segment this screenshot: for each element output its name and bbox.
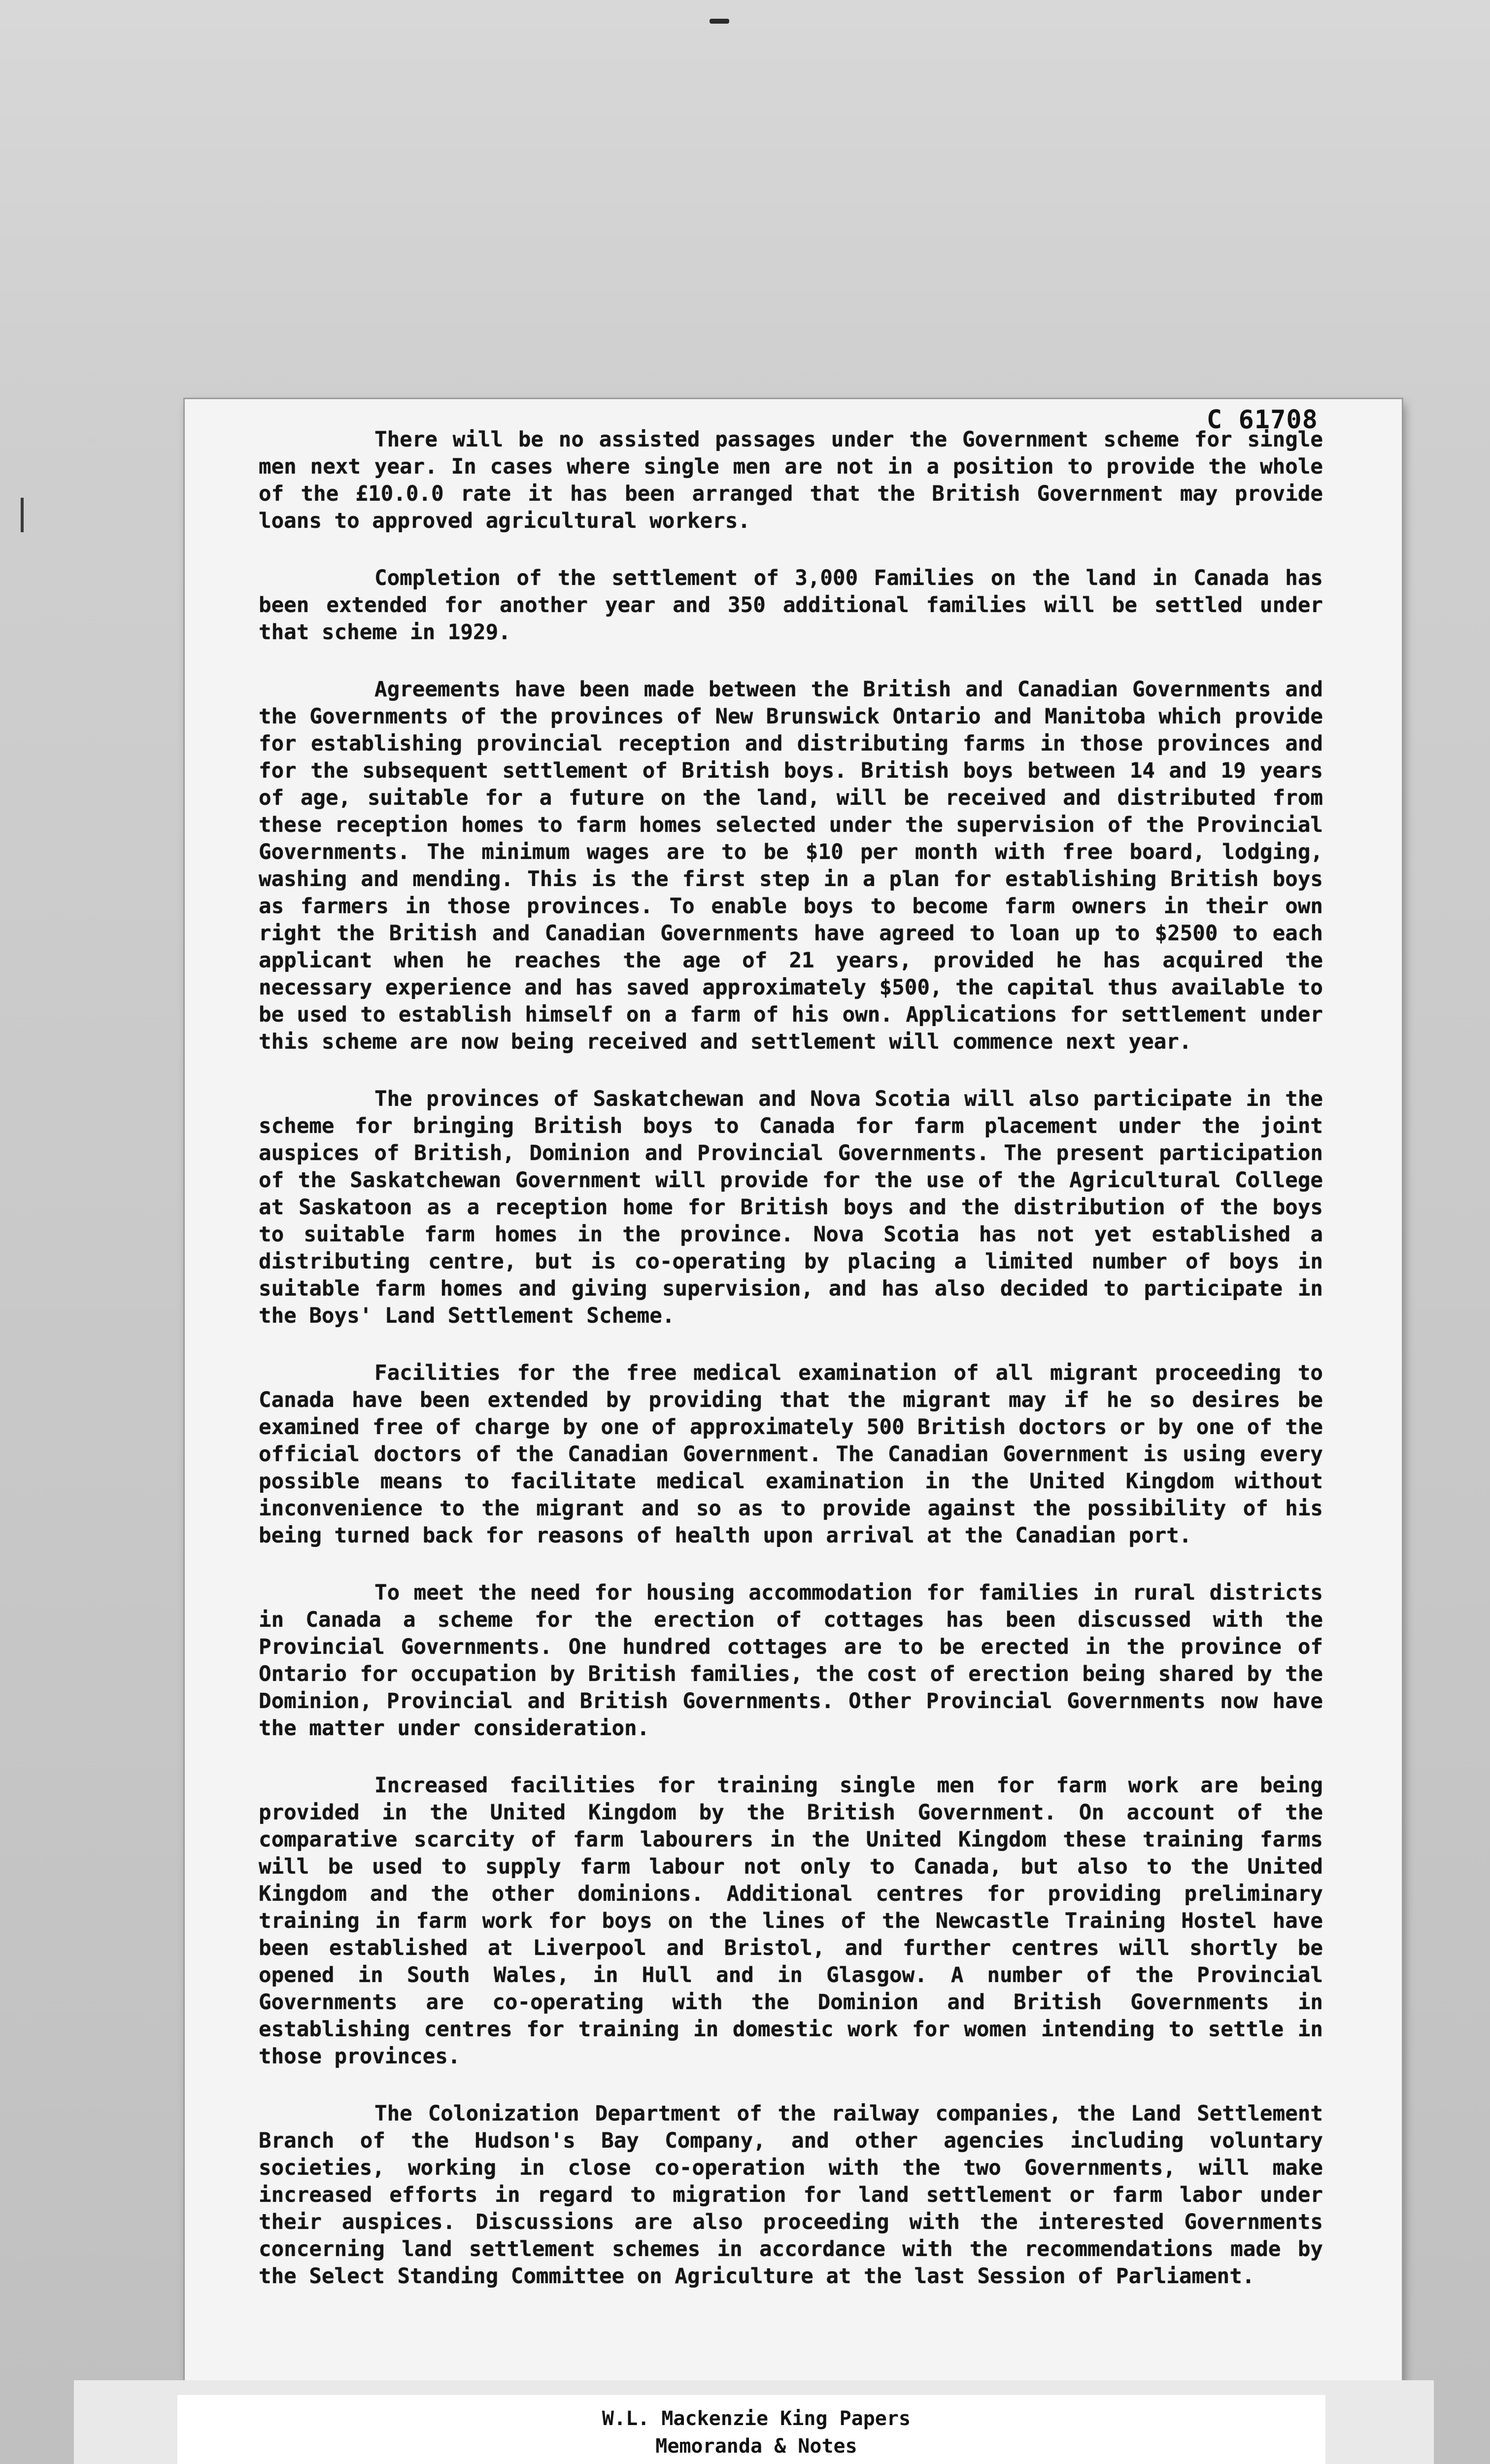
scan-mark [710,19,729,24]
paragraph-saskatchewan-nova-scotia: The provinces of Saskatchewan and Nova Scotia will also participate in the scheme for bringing British boys to Canada for farm placement under the joint auspices of British, Dominion and Provincial Governments. The present participation of the Saskatchewan Government will provide for the use of the Agricultural College at Saskatoon as a reception home for British boys and the distribution of the boys to suitable farm homes in the province. Nova Scotia has not yet established a distributing centre, but is co-operating by placing a limited number of boys in suitable farm homes and giving supervision, and has also decided to participate in the Boys' Land Settlement Scheme. [259,1087,1323,1328]
paragraph-training-facilities: Increased facilities for training single men for farm work are being provided in the United Kingdom by the British Government. On account of the comparative scarcity of farm labourers in the United Kingdom these training farms will be used to supply farm labour not only to Canada, but also to the United Kingdom and the other dominions. Additional centres for providing preliminary training in farm work for boys on the lines of the Newcastle Training Hostel have been established at Liverpool and Bristol, and further centres will shortly be opened in South Wales, in Hull and in Glasgow. A number of the Provincial Governments are co-operating with the Dominion and British Governments in establishing centres for training in domestic work for women intending to settle in those provinces. [259,1774,1323,2069]
collection-series: Memoranda & Notes [655,2435,857,2458]
paragraph-colonization-department: The Colonization Department of the railway companies, the Land Settlement Branch of the Hudson's Bay Company, and other agencies including voluntary societies, working in close co-operation with the two Governments, will make increased efforts in regard to migration for land settlement or farm labor under their auspices. Discussions are also proceeding with the interested Governments concerning land settlement schemes in accordance with the recommendations made by the Select Standing Committee on Agriculture at the last Session of Parliament. [259,2102,1323,2289]
collection-label [424,2405,1089,2464]
document-body [259,426,1323,2320]
paragraph-assisted-passages: There will be no assisted passages under the Government scheme for single men next year. In cases where single men are not in a position to provide the whole of the £10.0.0 rate it has been arranged that the British Government may provide loans to approved agricultural workers. [259,428,1323,533]
archive-stamp [177,2395,1325,2464]
paragraph-housing-cottages: To meet the need for housing accommodation for families in rural districts in Canada a scheme for the erection of cottages has been discussed with the Provincial Governments. One hundred cottages are to be erected in the province of Ontario for occupation by British families, the cost of erection being shared by the Dominion, Provincial and British Governments. Other Provincial Governments now have the matter under consideration. [259,1581,1323,1741]
document-number: C 61708 [1206,405,1318,435]
document-page [185,399,1402,2395]
margin-mark [21,498,24,532]
collection-name: W.L. Mackenzie King Papers [602,2407,911,2430]
paragraph-medical-examination: Facilities for the free medical examination of all migrant proceeding to Canada have been extended by providing that the migrant may if he so desires be examined free of charge by one of approximately 500 British doctors or by one of the official doctors of the Canadian Government. The Canadian Government is using every possible means to facilitate medical examination in the United Kingdom without inconvenience to the migrant and so as to provide against the possibility of his being turned back for reasons of health upon arrival at the Canadian port. [259,1361,1323,1548]
paragraph-family-settlement: Completion of the settlement of 3,000 Families on the land in Canada has been extended for another year and 350 additional families will be settled under that scheme in 1929. [259,566,1323,645]
paragraph-british-boys-agreements: Agreements have been made between the British and Canadian Governments and the Governments of the provinces of New Brunswick Ontario and Manitoba which provide for establishing provincial reception and distributing farms in those provinces and for the subsequent settlement of British boys. British boys between 14 and 19 years of age, suitable for a future on the land, will be received and distributed from these reception homes to farm homes selected under the supervision of the Provincial Governments. The minimum wages are to be $10 per month with free board, lodging, washing and mending. This is the first step in a plan for establishing British boys as farmers in those provinces. To enable boys to become farm owners in their own right the British and Canadian Governments have agreed to loan up to $2500 to each applicant when he reaches the age of 21 years, provided he has acquired the necessary experience and has saved approximately $500, the capital thus available to be used to establish himself on a farm of his own. Applications for settlement under this scheme are now being received and settlement will commence next year. [259,678,1323,1054]
